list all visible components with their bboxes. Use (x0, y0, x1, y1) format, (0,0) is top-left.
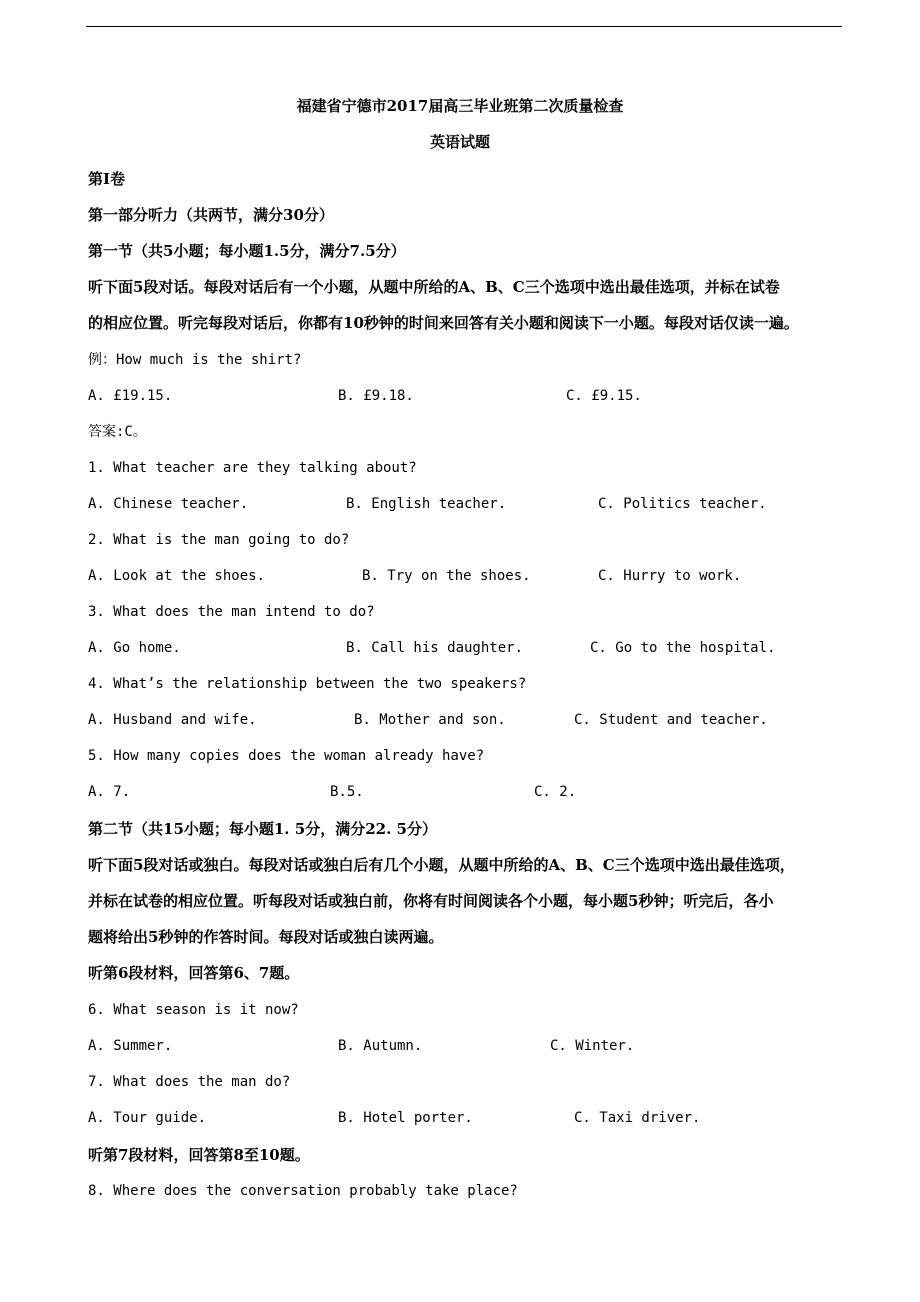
q4-option-a: A. Husband and wife. (88, 712, 257, 728)
question-8: 8. Where does the conversation probably take place? (88, 1183, 518, 1199)
section2-instruction-line: 题将给出5秒钟的作答时间。每段对话或独白读两遍。 (88, 928, 444, 946)
exam-subtitle: 英语试题 (429, 133, 490, 151)
q1-option-a: A. Chinese teacher. (88, 496, 249, 512)
q6-option-a: A. Summer. (88, 1038, 173, 1054)
section2-heading: 第二节（共15小题；每小题1. 5分，满分22. 5分） (88, 820, 437, 838)
q4-option-c: C. Student and teacher. (574, 712, 768, 728)
q5-option-b: B.5. (330, 784, 364, 800)
q5-option-a: A. 7. (88, 784, 131, 800)
section1-instruction-line: 听下面5段对话。每段对话后有一个小题，从题中所给的A、B、C三个选项中选出最佳选项，并标在试卷 (88, 278, 780, 296)
question-4: 4. What’s the relationship between the two speakers? (88, 676, 527, 692)
example-answer: 答案:C。 (88, 424, 147, 440)
question-7: 7. What does the man do? (88, 1074, 291, 1090)
section2-instruction-line: 听下面5段对话或独白。每段对话或独白后有几个小题，从题中所给的A、B、C三个选项中选出最佳选项， (88, 856, 795, 874)
exam-title: 福建省宁德市2017届高三毕业班第二次质量检查 (296, 97, 624, 115)
example-option-c: C. £9.15. (566, 388, 642, 404)
section1-instruction-line: 的相应位置。听完每段对话后，你都有10秒钟的时间来回答有关小题和阅读下一小题。每段对话仅读一遍。 (88, 314, 799, 332)
q3-option-a: A. Go home. (88, 640, 181, 656)
volume-label: 第I卷 (88, 170, 126, 188)
q7-option-a: A. Tour guide. (88, 1110, 207, 1126)
question-2: 2. What is the man going to do? (88, 532, 350, 548)
question-5: 5. How many copies does the woman already have? (88, 748, 485, 764)
q1-option-b: B. English teacher. (346, 496, 507, 512)
q4-option-b: B. Mother and son. (354, 712, 506, 728)
q5-option-c: C. 2. (534, 784, 577, 800)
header-rule (86, 26, 842, 27)
q1-option-c: C. Politics teacher. (598, 496, 767, 512)
question-6: 6. What season is it now? (88, 1002, 299, 1018)
q7-option-c: C. Taxi driver. (574, 1110, 701, 1126)
example-option-a: A. £19.15. (88, 388, 173, 404)
material-6-heading: 听第6段材料，回答第6、7题。 (88, 964, 300, 982)
q6-option-c: C. Winter. (550, 1038, 635, 1054)
section2-instruction-line: 并标在试卷的相应位置。听每段对话或独白前，你将有时间阅读各个小题，每小题5秒钟；听完后，各小 (88, 892, 774, 910)
q2-option-c: C. Hurry to work. (598, 568, 742, 584)
q7-option-b: B. Hotel porter. (338, 1110, 473, 1126)
question-1: 1. What teacher are they talking about? (88, 460, 417, 476)
section1-heading: 第一节（共5小题；每小题1.5分，满分7.5分） (88, 242, 406, 260)
example-question: 例：How much is the shirt? (88, 352, 302, 368)
q2-option-b: B. Try on the shoes. (362, 568, 531, 584)
material-7-heading: 听第7段材料，回答第8至10题。 (88, 1146, 310, 1164)
q3-option-c: C. Go to the hospital. (590, 640, 776, 656)
q2-option-a: A. Look at the shoes. (88, 568, 266, 584)
q6-option-b: B. Autumn. (338, 1038, 423, 1054)
part1-heading: 第一部分听力（共两节，满分30分） (88, 206, 334, 224)
example-option-b: B. £9.18. (338, 388, 414, 404)
q3-option-b: B. Call his daughter. (346, 640, 524, 656)
question-3: 3. What does the man intend to do? (88, 604, 375, 620)
